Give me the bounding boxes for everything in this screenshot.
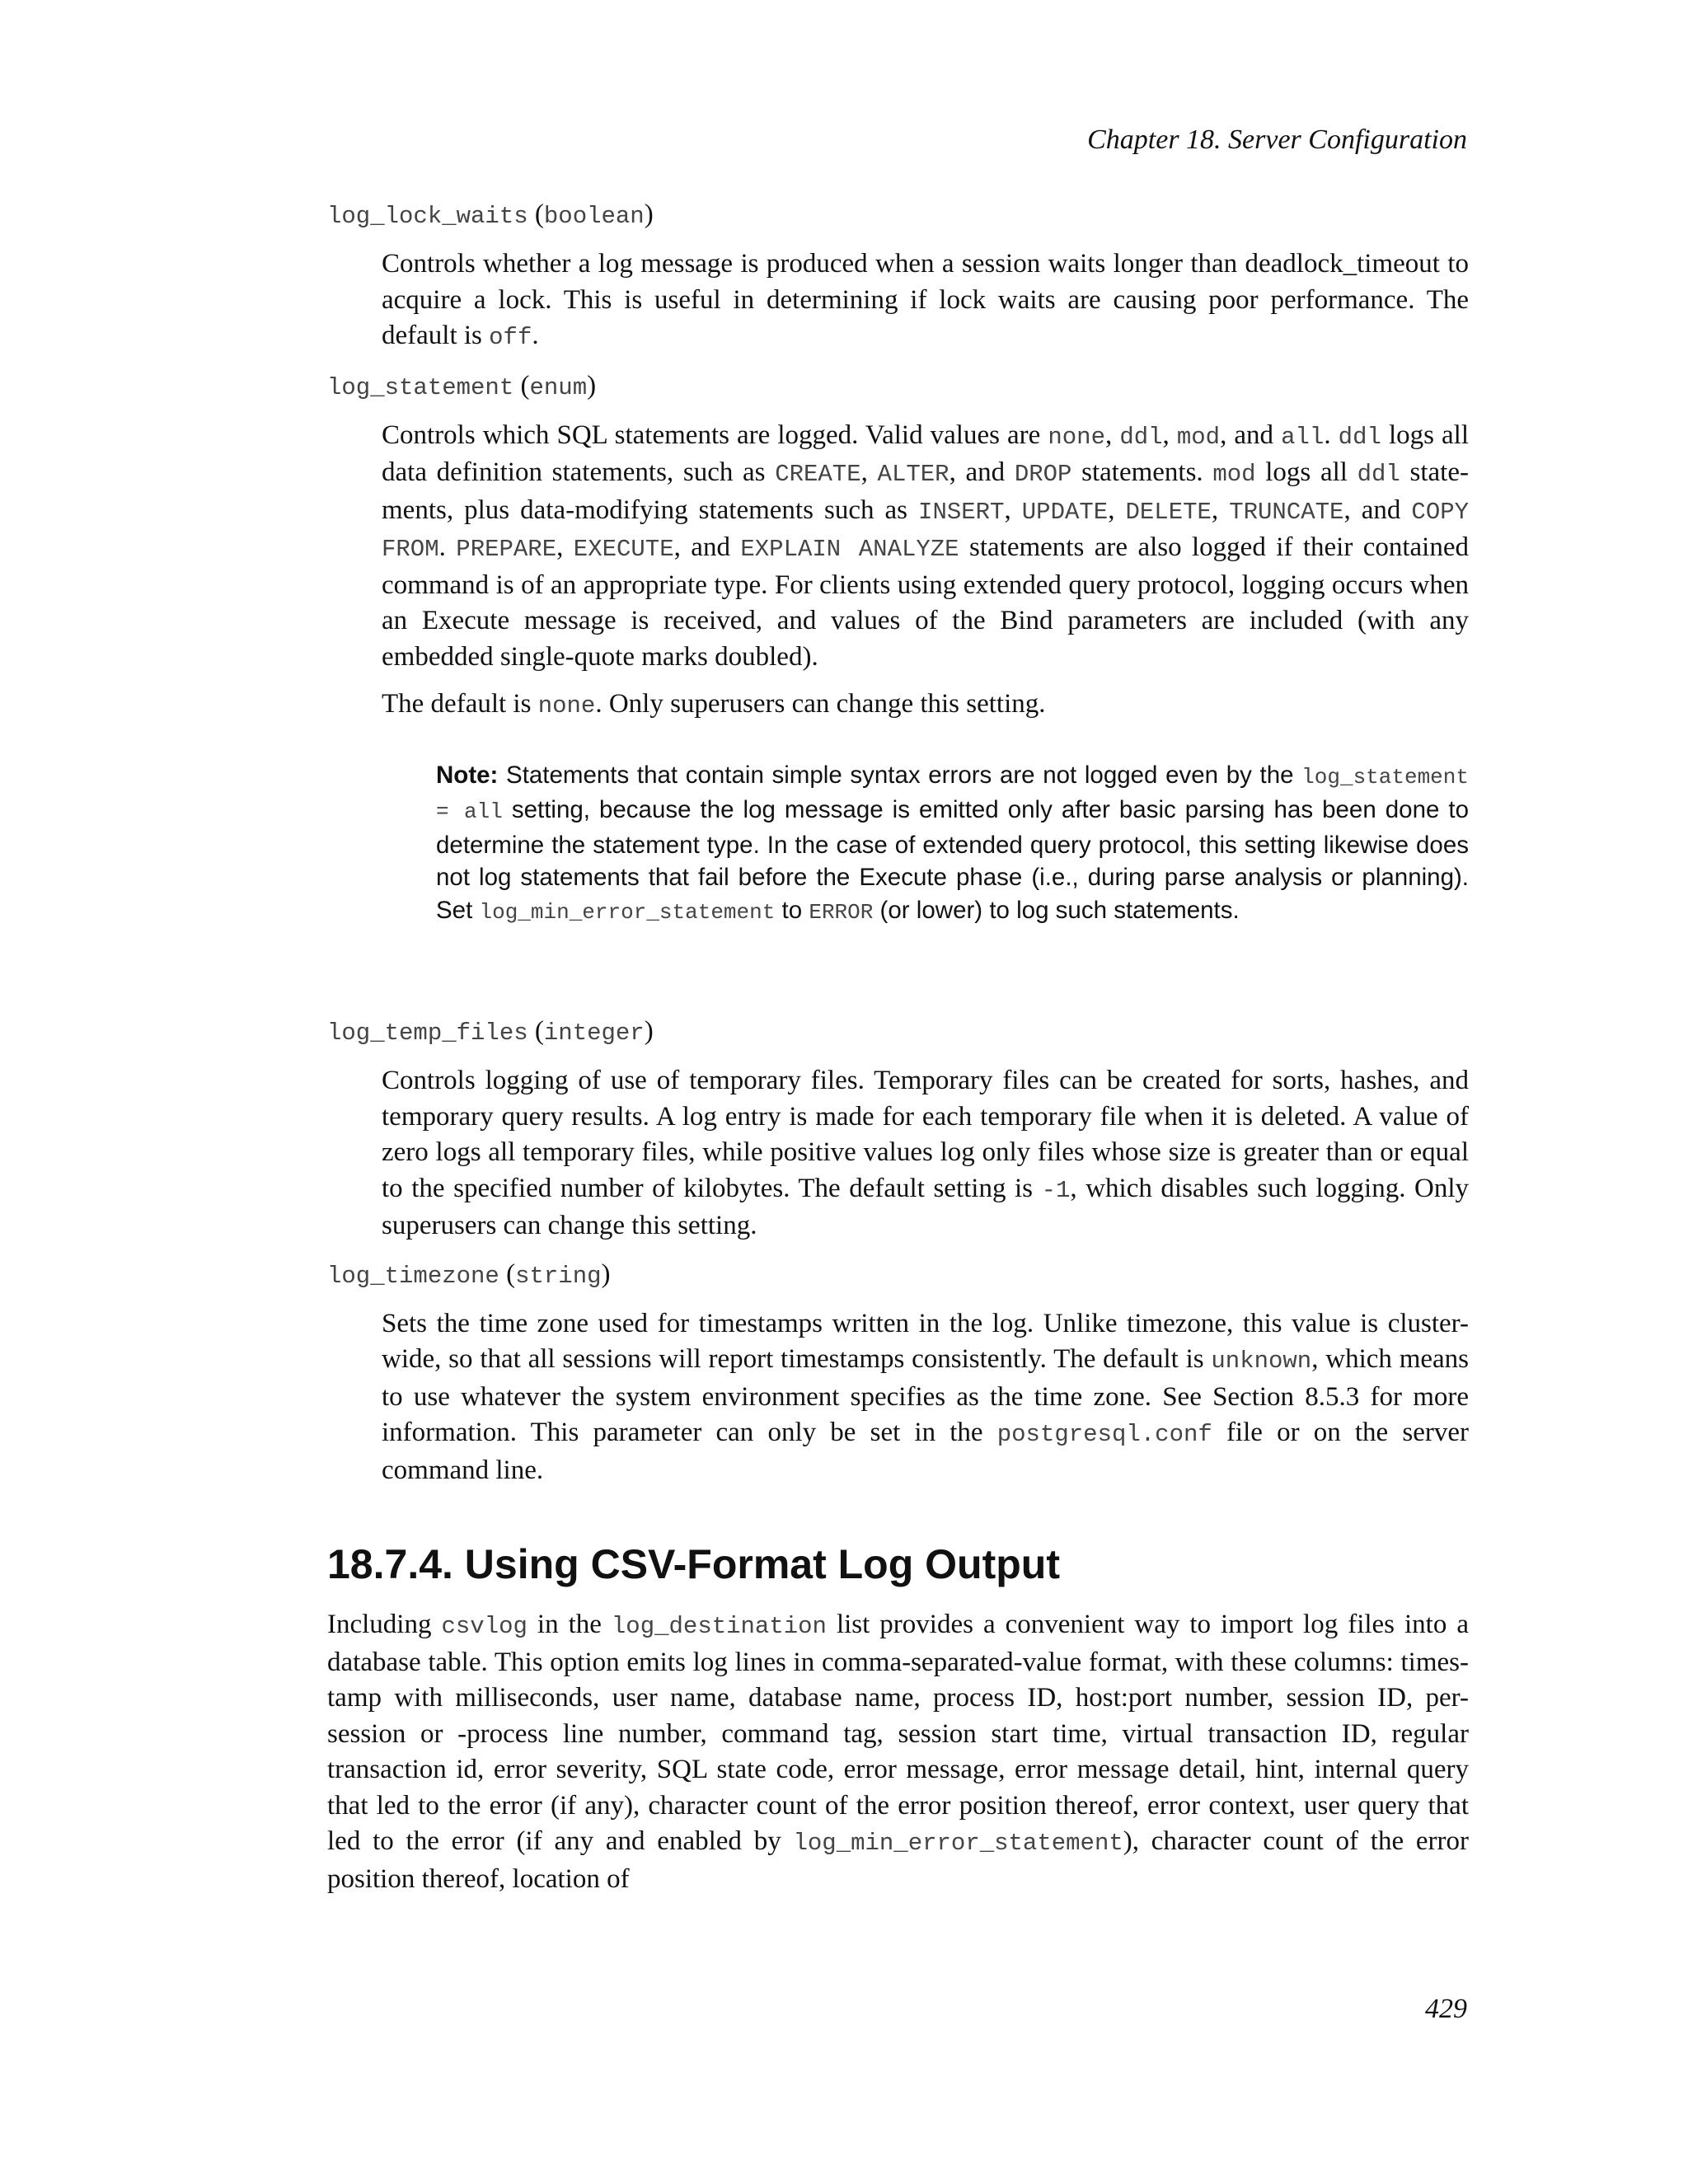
code-literal: INSERT — [918, 498, 1005, 526]
code-literal: mod — [1212, 461, 1256, 488]
parameter-name: log_lock_waits — [327, 203, 528, 230]
parameter-term: log_timezone (string) — [327, 1258, 611, 1290]
code-literal: none — [537, 692, 596, 719]
code-literal: ERROR — [809, 899, 874, 925]
note-label: Note: — [436, 761, 499, 789]
parameter-term: log_statement (enum) — [327, 370, 597, 401]
text-run: statements are also logged if their contained command is of an appropriate type. For clients using extended query protocol, logging occurs when an Execute message is received, and values of the Bind parameters are included (with any embedded single-quote marks doubled). — [382, 532, 1470, 672]
parameter-description — [382, 246, 1469, 356]
text-run: , — [556, 532, 574, 562]
code-literal: UPDATE — [1021, 498, 1109, 526]
text-run: in the — [527, 1610, 612, 1639]
text-run: (or lower) to log such statements. — [873, 896, 1240, 924]
text-run: . — [532, 321, 539, 350]
text-run: to — [775, 896, 809, 924]
code-literal: off — [489, 324, 532, 351]
parameter-type: boolean — [543, 203, 645, 230]
text-run: logs all data definition statements, such as — [382, 419, 1470, 487]
text-run: , and — [1343, 494, 1412, 525]
code-literal: csvlog — [441, 1613, 528, 1640]
code-literal: mod — [1176, 423, 1221, 451]
text-run: Controls whether a log message is produced when a session waits longer than deadlock_timeout to acquire a lock. This is useful in determining if lock waits are causing poor performance. The default is — [382, 249, 1469, 350]
text-run: Statements that contain simple syntax errors are not logged even by the — [498, 761, 1302, 789]
code-literal: log_min_error_statement — [479, 899, 776, 925]
entry-log-lock-waits — [327, 196, 1469, 356]
text-run: , — [1108, 494, 1126, 525]
parameter-name: log_temp_files — [327, 1019, 528, 1047]
page-number: 429 — [1425, 1994, 1467, 2024]
text-run: . — [438, 532, 457, 562]
code-literal: log_min_error_statement — [793, 1830, 1123, 1857]
text-run: Including — [327, 1610, 442, 1639]
text-run: , and — [1220, 419, 1282, 450]
code-literal: CREATE — [775, 461, 861, 488]
parameter-type: enum — [529, 373, 588, 401]
text-run: logs all — [1255, 457, 1357, 487]
text-run: , which disables such logging. Only superusers can change this setting. — [382, 1173, 1470, 1240]
code-literal: ALTER — [877, 461, 950, 488]
code-literal: COPY FROM — [382, 498, 1470, 563]
description-paragraph — [382, 418, 1469, 676]
code-literal: log_destination — [611, 1613, 827, 1640]
code-literal: EXECUTE — [573, 536, 674, 563]
parameter-description — [382, 1306, 1469, 1489]
code-literal: all — [1281, 423, 1325, 451]
parameter-name: log_statement — [327, 373, 514, 401]
text-run: Controls which SQL statements are logged. Valid values are — [382, 419, 1048, 450]
entry-log-temp-files — [327, 1013, 1469, 1244]
text-run: , — [1211, 494, 1230, 525]
parameter-type: integer — [543, 1019, 645, 1047]
text-run: The default is — [382, 689, 538, 719]
text-run: , — [1162, 419, 1177, 450]
text-run: , — [1104, 419, 1120, 450]
code-literal: EXPLAIN ANALYZE — [740, 536, 959, 563]
code-literal: ddl — [1357, 461, 1400, 488]
text-run: Sets the time zone used for timestamps written in the log. Unlike timezone, this value is cluster-wide, so that all sessions will report timestamps consistently. The default is — [382, 1308, 1469, 1374]
code-literal: ddl — [1338, 423, 1381, 451]
code-literal: none — [1048, 423, 1105, 451]
parameter-name: log_timezone — [327, 1262, 499, 1290]
entry-log-statement — [327, 368, 1469, 930]
parameter-description — [382, 1063, 1469, 1244]
code-literal: unknown — [1211, 1347, 1312, 1375]
code-literal: log_statement = all — [436, 764, 1469, 824]
text-run: file or on the server command line. — [382, 1418, 1469, 1485]
code-literal: PREPARE — [456, 536, 557, 563]
text-run: . Only superusers can change this setting. — [595, 689, 1046, 719]
note-box — [436, 759, 1469, 930]
default-paragraph — [382, 687, 1469, 724]
text-run: setting, because the log message is emitted only after basic parsing has been done to determine the statement type. In the case of extended query protocol, this setting likewise does not log statements that fail before the Execute phase (i.e., during parse analysis or planning). Set — [436, 796, 1470, 924]
code-literal: postgresql.conf — [996, 1421, 1212, 1448]
code-literal: DELETE — [1125, 498, 1212, 526]
code-literal: DROP — [1014, 461, 1072, 488]
text-run: list provides a convenient way to import log files into a database table. This option emits log lines in comma-separated-value format, with these columns: timestamp with milliseconds, user name, database name, process ID, host:port number, session ID, per-session or -process line number, command tag, session start time, virtual transaction ID, regular transaction id, error severity, SQL state code, error message, error message detail, hint, internal query that led to the error (if any), character count of the error position thereof, error context, user query that led to the error (if any and enabled by — [327, 1610, 1470, 1856]
parameter-description — [382, 418, 1469, 724]
text-run: , — [860, 457, 878, 487]
text-run: statements. — [1071, 457, 1213, 487]
running-header: Chapter 18. Server Configuration — [1087, 124, 1467, 155]
parameter-type: string — [515, 1262, 602, 1290]
code-literal: TRUNCATE — [1229, 498, 1344, 526]
section-paragraph — [327, 1607, 1469, 1897]
text-run: , and — [673, 532, 741, 562]
text-run: , which means to use whatever the system environment specifies as the time zone. See Section 8.5.3 for more information. This parameter can only be set in the — [382, 1344, 1469, 1447]
code-literal: -1 — [1041, 1176, 1071, 1204]
text-run: , — [1004, 494, 1022, 525]
text-run: . — [1324, 419, 1339, 450]
section-heading: 18.7.4. Using CSV-Format Log Output — [327, 1541, 1060, 1587]
parameter-term: log_lock_waits (boolean) — [327, 199, 654, 230]
text-run: Controls logging of use of temporary files. Temporary files can be created for sorts, hashes, and temporary query results. A log entry is made for each temporary file when it is deleted. A value of zero logs all temporary files, while positive values log only files whose size is greater than or equal to the specified number of kilobytes. The default setting is — [382, 1066, 1469, 1203]
page-content — [327, 196, 1469, 1897]
text-run: ), character count of the error position thereof, location of — [327, 1826, 1470, 1894]
text-run: statements, plus data-modifying statements such as — [382, 457, 1469, 525]
code-literal: ddl — [1119, 423, 1163, 451]
text-run: , and — [949, 457, 1015, 487]
parameter-term: log_temp_files (integer) — [327, 1016, 654, 1047]
entry-log-timezone — [327, 1256, 1469, 1489]
